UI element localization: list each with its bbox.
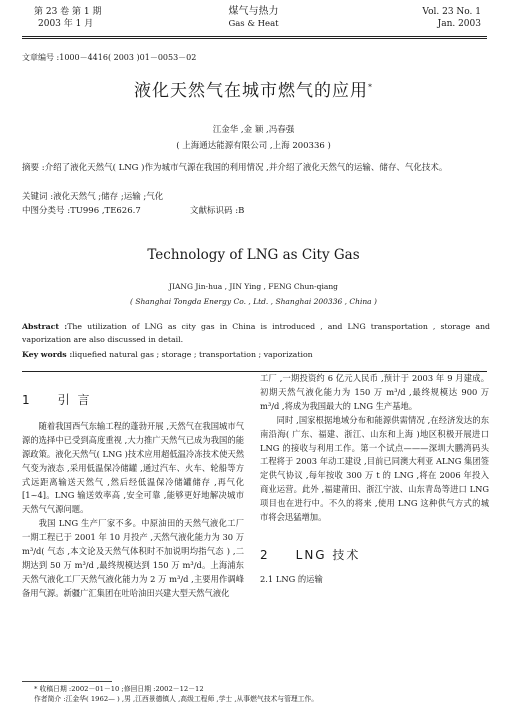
paragraph: 我国 LNG 生产厂家不多。中原油田的天然气液化工厂一期工程已于 2001 年 10 月投产 ,天然气液化能力为 30 万 m³/d( 气态 ,本文论及天然气体积时不加说明均指气态 ) ,二期达到 50 万 m³/d ,最终规模达到 150 万 m³/d。上海浦东天然气液化工厂天然气液化能力为 2 万 m³/d ,主要用作调峰备用气源。新疆广汇集团在吐哈油田兴建大型天然气液化 [22, 518, 244, 598]
journal-name-cn: 煤气与热力 [228, 6, 279, 17]
paragraph: 随着我国西气东输工程的蓬勃开展 ,天然气在我国城市气源的选择中已受到高度重视 ,大力推广天然气已成为我国的能源政策。液化天然气( LNG )技术应用超低温冷冻技术使天然气变为液态 ,采用低温保冷储罐 ,通过汽车、火车、轮船等方式远距离输送天然气 ,然后经低温保冷储罐储存 ,再气化[1~4]。LNG 输送效率高 ,安全可靠 ,能够更好地解决城市天然气气源问题。 [22, 420, 244, 515]
header-volume-cn: 第 23 卷 第 1 期 2003 年 1 月 [34, 7, 102, 29]
footnote: * 收稿日期 :2002－01－10 ;修回日期 :2002－12－12 作者简介 :江金华( 1962— ) ,男 ,江西景德镇人 ,高级工程师 ,学士 ,从事燃气技术与管理工作。 [34, 685, 319, 703]
abstract-en: Abstract :The utilization of LNG as city gas in China is introduced , and LNG transportation , storage and vaporization are also discussed in detail. [22, 322, 490, 344]
section-heading-1: 1 引 言 [22, 393, 92, 407]
footnote-rule [22, 681, 112, 682]
class-number: 中图分类号 :TU996 ,TE626.7 [22, 206, 141, 216]
header-volume-en: Vol. 23 No. 1 Jan. 2003 [422, 7, 481, 29]
document-code: 文献标识码 :B [190, 206, 245, 216]
article-number: 文章编号 :1000－4416( 2003 )01－0053－02 [22, 53, 197, 62]
header-rule-2 [22, 38, 487, 39]
abstract-cn: 摘要 :介绍了液化天然气( LNG )作为城市气源在我国的利用情况 ,并介绍了液化天然气的运输、储存、气化技术。 [22, 163, 448, 173]
page-header [0, 0, 507, 40]
right-column [260, 372, 489, 587]
authors-cn: 江金华 ,金 颖 ,冯春强 [212, 125, 295, 135]
paragraph: 工厂 ,一期投资约 6 亿元人民币 ,预计于 2003 年 9 月建成。初期天然气液化能力为 150 万 m³/d ,最终规模达 900 万 m³/d ,将成为我国最大的 LNG 生产基地。 [260, 373, 489, 411]
title-en: Technology of LNG as City Gas [147, 247, 360, 263]
classification-cn [22, 204, 244, 216]
title-cn: 液化天然气在城市燃气的应用* [134, 81, 373, 101]
subsection-heading: 2.1 LNG 的运输 [260, 573, 323, 584]
keywords-en: Key words :liquefied natural gas ; storage ; transportation ; vaporization [22, 350, 313, 359]
paragraph: 同时 ,国家根据地域分布和能源供需情况 ,在经济发达的东南沿海( 广东、福建、浙江、山东和上海 )地区积极开展进口 LNG 的接收与利用工作。第一个试点———深圳大鹏湾码头工程将于 2003 年动工建设 ,目前已同澳大利亚 ALNG 集团签定供气协议 ,每年按收 300 万 t 的 LNG ,将在 2006 年投入商业运营。此外 ,福建莆田、浙江宁波、山东青岛等进口 LNG 项目也在进行中。不久的将来 ,使用 LNG 这种供气方式的城市将会迅猛增加。 [260, 414, 489, 523]
header-rule [22, 36, 487, 37]
title-footnote-mark: * [368, 82, 373, 92]
affiliation-cn: ( 上海通达能源有限公司 ,上海 200336 ) [176, 141, 331, 151]
affiliation-en: ( Shanghai Tongda Energy Co. , Ltd. , Shanghai 200336 , China ) [130, 297, 377, 306]
journal-name-en: Gas & Heat [228, 19, 279, 29]
section-heading-2: 2 LNG 技术 [260, 547, 361, 562]
keywords-cn: 关键词 :液化天然气 ;储存 ;运输 ;气化 [22, 192, 164, 202]
authors-en: JIANG Jin-hua , JIN Ying , FENG Chun-qiang [169, 282, 338, 291]
left-column [22, 372, 244, 601]
